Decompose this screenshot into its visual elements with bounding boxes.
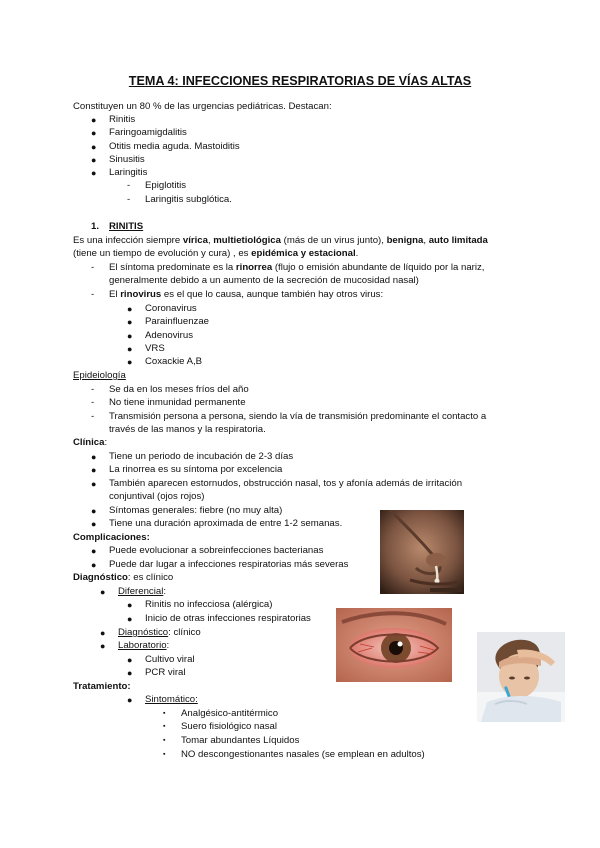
bullet: ● [127, 304, 133, 314]
list-item: Puede dar lugar a infecciones respiratorias más severas [109, 559, 349, 570]
dash-bullet: - [91, 289, 95, 300]
bullet: ● [91, 142, 97, 152]
list-item: Parainfluenzae [145, 316, 210, 327]
list-item-continuation: conjuntival (ojos rojos) [109, 491, 205, 502]
list-item: Tiene una duración aproximada de entre 1-2 semanas. [109, 518, 343, 529]
tratamiento-heading: Tratamiento: [73, 681, 131, 692]
bullet: ● [127, 655, 133, 665]
red-eye-photo [336, 608, 452, 682]
dash-bullet: - [91, 411, 95, 422]
dash-bullet: - [91, 384, 95, 395]
bullet: ● [91, 128, 97, 138]
bullet: ● [91, 506, 97, 516]
list-item: Transmisión persona a persona, siendo la vía de transmisión predominante el contacto a [109, 411, 487, 422]
bullet: ● [127, 600, 133, 610]
list-item: No tiene inmunidad permanente [109, 397, 246, 408]
list-item: VRS [145, 343, 165, 354]
sintomatico-heading: Sintomático: [145, 694, 198, 705]
list-item: Epiglotitis [145, 180, 187, 191]
bullet: ● [127, 668, 133, 678]
list-item: Cultivo viral [145, 654, 195, 665]
diferencial-heading: Diferencial: [118, 586, 166, 597]
list-item: PCR viral [145, 667, 186, 678]
list-item: Laringitis subglótica. [145, 194, 232, 205]
dash-bullet: - [127, 180, 131, 191]
diagnostico-heading: Diagnóstico: es clínico [73, 572, 174, 583]
list-item: Inicio de otras infecciones respiratorias [145, 613, 311, 624]
definition-line-2: (tiene un tiempo de evolución y cura) , es epidémica y estacional. [73, 248, 359, 259]
list-item: Adenovirus [145, 330, 193, 341]
sintoma-line-1: El síntoma predominate es la rinorrea (flujo o emisión abundante de líquido por la nariz, [109, 262, 485, 273]
epidemiologia-heading: Epideiología [73, 370, 126, 381]
bullet: ● [100, 628, 106, 638]
bullet: ● [127, 317, 133, 327]
bullet: ● [127, 614, 133, 624]
diagnostico-sub: Diagnóstico: clínico [118, 627, 201, 638]
bullet: ● [127, 344, 133, 354]
list-item: NO descongestionantes nasales (se emplean en adultos) [181, 749, 425, 760]
bullet: ● [127, 357, 133, 367]
page-title: TEMA 4: INFECCIONES RESPIRATORIAS DE VÍAS ALTAS [128, 74, 472, 88]
bullet: ● [91, 479, 97, 489]
dash-bullet: - [91, 262, 95, 273]
list-item: Rinitis [109, 114, 136, 125]
small-bullet: ▪ [163, 751, 166, 758]
bullet: ● [91, 519, 97, 529]
bullet: ● [91, 115, 97, 125]
list-item: Coronavirus [145, 303, 197, 314]
dash-bullet: - [127, 194, 131, 205]
bullet: ● [127, 695, 133, 705]
intro-text: Constituyen un 80 % de las urgencias pediátricas. Destacan: [73, 101, 332, 112]
bullet: ● [91, 546, 97, 556]
bullet: ● [100, 641, 106, 651]
sick-child-photo [477, 632, 565, 722]
list-item: Síntomas generales: fiebre (no muy alta) [109, 505, 283, 516]
list-item: También aparecen estornudos, obstrucción nasal, tos y afonía además de irritación [109, 478, 463, 489]
list-item: Analgésico-antitérmico [181, 708, 279, 719]
small-bullet: ▪ [163, 710, 166, 717]
small-bullet: ▪ [163, 723, 166, 730]
bullet: ● [91, 465, 97, 475]
list-item: La rinorrea es su síntoma por excelencia [109, 464, 283, 475]
bullet: ● [100, 587, 106, 597]
list-item: Tomar abundantes Líquidos [181, 735, 300, 746]
list-item: Puede evolucionar a sobreinfecciones bacterianas [109, 545, 324, 556]
bullet: ● [91, 168, 97, 178]
list-item: Otitis media aguda. Mastoiditis [109, 141, 240, 152]
section-heading: RINITIS [109, 221, 144, 232]
sintoma-line-2: generalmente debido a un aumento de la secreción de mucosidad nasal) [109, 275, 419, 286]
rinovirus-line: El rinovirus es el que lo causa, aunque también hay otros virus: [109, 289, 384, 300]
laboratorio-heading: Laboratorio: [118, 640, 170, 651]
list-item: Laringitis [109, 167, 148, 178]
bullet: ● [91, 560, 97, 570]
runny-nose-photo [380, 510, 464, 594]
small-bullet: ▪ [163, 737, 166, 744]
complicaciones-heading: Complicaciones: [73, 532, 150, 543]
list-item: Coxackie A,B [145, 356, 203, 367]
list-item: Sinusitis [109, 154, 145, 165]
list-item: Rinitis no infecciosa (alérgica) [145, 599, 273, 610]
list-item: Tiene un periodo de incubación de 2-3 días [109, 451, 294, 462]
section-number: 1. [91, 221, 100, 232]
list-item-continuation: través de las manos y la respiratoria. [109, 424, 266, 435]
list-item: Suero fisiológico nasal [181, 721, 277, 732]
bullet: ● [91, 452, 97, 462]
definition-line-1: Es una infección siempre vírica, multietiológica (más de un virus junto), benigna, auto limitada [73, 235, 488, 246]
clinica-heading: Clínica: [73, 437, 108, 448]
dash-bullet: - [91, 397, 95, 408]
list-item: Se da en los meses fríos del año [109, 384, 249, 395]
list-item: Faringoamigdalitis [109, 127, 187, 138]
bullet: ● [91, 155, 97, 165]
bullet: ● [127, 331, 133, 341]
